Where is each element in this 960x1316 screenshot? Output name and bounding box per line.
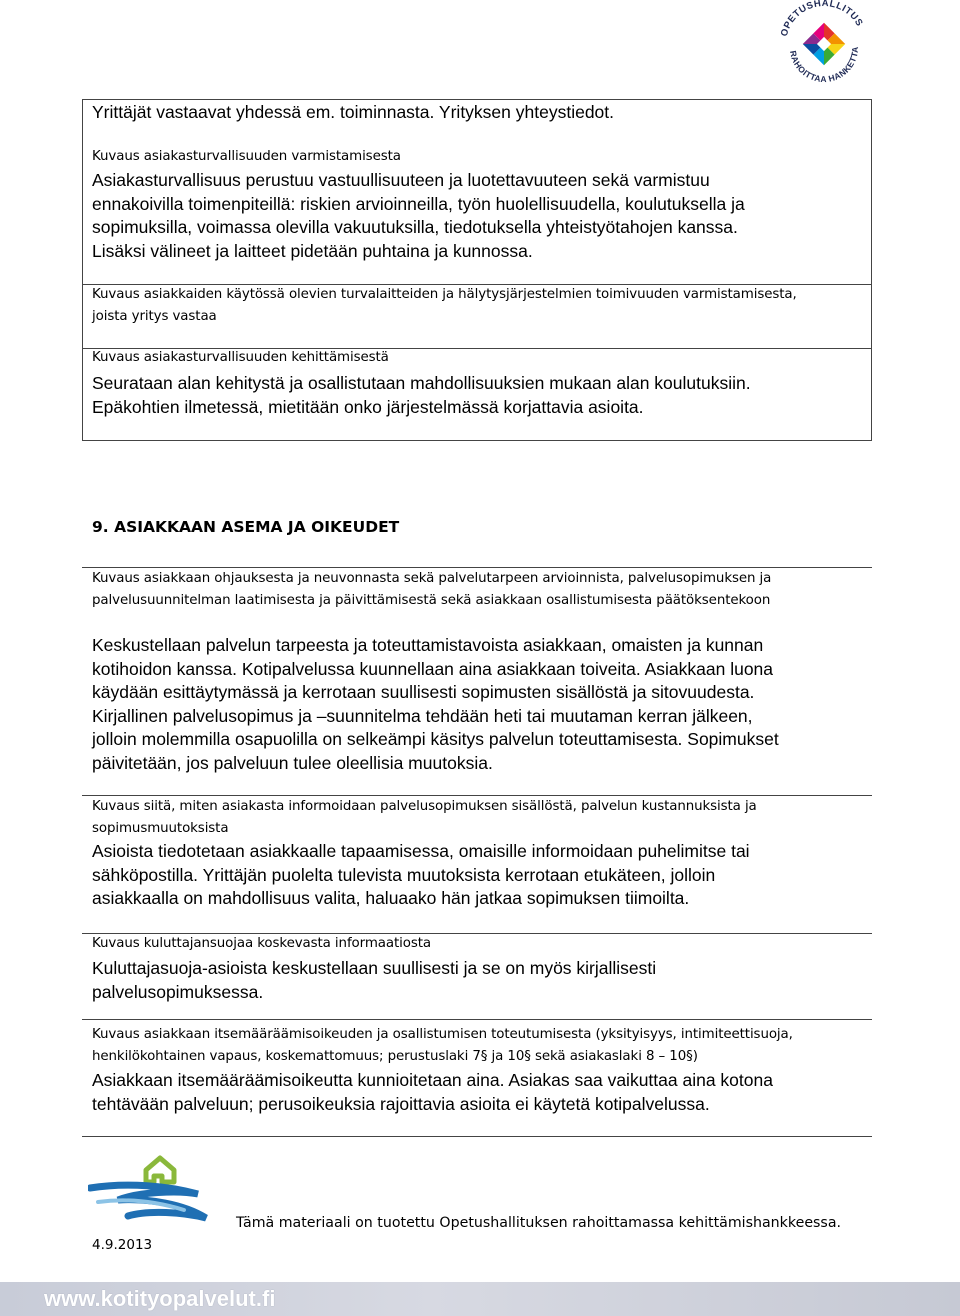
footer-date: 4.9.2013 [92, 1237, 153, 1253]
text-line: käydään esittäytymässä ja kerrotaan suullisesti sopimusten sisällöstä ja sitovuudesta. [92, 682, 755, 702]
label-line: Kuvaus asiakkaan ohjauksesta ja neuvonnasta sekä palvelutarpeen arvioinnista, palvelusopimuksen ja [92, 571, 772, 586]
text-line: Kirjallinen palvelusopimus ja –suunnitelma tehdään heti tai muutaman kerran jälkeen, [92, 705, 753, 726]
label-line: Kuvaus siitä, miten asiakasta informoidaan palvelusopimuksen sisällöstä, palvelun kustannuksista ja [92, 799, 757, 814]
informing-label [92, 796, 757, 840]
text-line: kotihoidon kanssa. Kotipalvelussa kuunnellaan aina asiakkaan toiveita. Asiakkaan luona [92, 658, 774, 679]
section-heading: 9. ASIAKKAAN ASEMA JA OIKEUDET [92, 518, 400, 536]
safety-ensuring-text [92, 169, 745, 263]
svg-text:OPETUSHALLITUS: OPETUSHALLITUS [778, 0, 865, 38]
label-line: palvelusuunnitelman laatimisesta ja päivittämisestä sekä asiakkaan osallistumisesta päätöksentekoon [92, 593, 771, 608]
text-line: jolloin molemmilla osapuolilla on selkeämpi käsitys palvelun toteuttamisesta. Sopimukset [92, 729, 779, 749]
guidance-label [92, 568, 771, 612]
opetushallitus-logo-icon [776, 0, 872, 86]
label-line: Kuvaus asiakkaan itsemääräämisoikeuden ja osallistumisen toteutumisesta (yksityisyys, intimiteettisuoja, [92, 1027, 793, 1042]
svg-text:RAHOITTAA HANKETTA: RAHOITTAA HANKETTA [788, 46, 861, 85]
text-line: ennakoivilla toimenpiteillä: riskien arvioinneilla, työn huolellisuudella, koulutuksella ja [92, 193, 745, 214]
text-line: Asiakkaan itsemääräämisoikeutta kunnioitetaan aina. Asiakas saa vaikuttaa aina kotona [92, 1070, 773, 1090]
text-line: palvelusopimuksessa. [92, 981, 264, 1002]
funding-note: Tämä materiaali on tuotettu Opetushallituksen rahoittamassa kehittämishankkeessa. [236, 1215, 842, 1231]
label-line: joista yritys vastaa [92, 309, 217, 324]
text-line: Asioista tiedotetaan asiakkaalle tapaamisessa, omaisille informoidaan puhelimitse tai [92, 841, 750, 861]
text-line: Kuluttajasuoja-asioista keskustellaan suullisesti ja se on myös kirjallisesti [92, 958, 657, 978]
safety-devices-label [92, 284, 797, 328]
label-line: Kuvaus asiakkaiden käytössä olevien turvalaitteiden ja hälytysjärjestelmien toimivuuden varmistamisesta, [92, 287, 797, 302]
text-line: sähköpostilla. Yrittäjän puolelta tulevista muutoksista kerrotaan etukäteen, jolloin [92, 864, 716, 885]
text-line: Lisäksi välineet ja laitteet pidetään puhtaina ja kunnossa. [92, 240, 533, 261]
safety-development-label: Kuvaus asiakasturvallisuuden kehittämisestä [92, 350, 389, 365]
consumer-protection-text [92, 957, 656, 1004]
website-link[interactable]: www.kotityopalvelut.fi [44, 1286, 276, 1311]
text-line: sopimuksilla, voimassa olevilla vakuutuksilla, tiedotuksella yhteistyötahojen kanssa. [92, 217, 738, 237]
safety-ensuring-label: Kuvaus asiakasturvallisuuden varmistamisesta [92, 149, 401, 164]
house-swoosh-icon [88, 1142, 228, 1234]
self-determination-text [92, 1069, 773, 1116]
intro-text: Yrittäjät vastaavat yhdessä em. toiminnasta. Yrityksen yhteystiedot. [92, 102, 615, 122]
safety-development-text [92, 372, 751, 419]
section9-rule-d [82, 1019, 872, 1020]
text-line: asiakkaalla on mahdollisuus valita, haluaako hän jatkaa sopimuksen tiimoilta. [92, 888, 690, 908]
opetushallitus-logo [776, 0, 872, 86]
guidance-text [92, 634, 779, 775]
text-line: päivitetään, jos palveluun tulee oleellisia muutoksia. [92, 752, 493, 773]
consumer-protection-label: Kuvaus kuluttajansuojaa koskevasta informaatiosta [92, 936, 431, 951]
label-line: sopimusmuutoksista [92, 821, 229, 836]
informing-text [92, 840, 750, 911]
label-line: henkilökohtainen vapaus, koskemattomuus; perustuslaki 7§ ja 10§ sekä asiakaslaki 8 – 10§) [92, 1049, 698, 1064]
text-line: Asiakasturvallisuus perustuu vastuullisuuteen ja luotettavuuteen sekä varmistuu [92, 170, 710, 190]
self-determination-label [92, 1024, 793, 1068]
text-line: Keskustellaan palvelun tarpeesta ja toteuttamistavoista asiakkaan, omaisten ja kunnan [92, 635, 764, 655]
text-line: Seurataan alan kehitystä ja osallistutaan mahdollisuuksien mukaan alan koulutuksiin. [92, 373, 751, 393]
section9-rule-bottom [82, 1136, 872, 1137]
kotityopalvelut-logo [88, 1142, 228, 1234]
text-line: tehtävään palveluun; perusoikeuksia rajoittavia asioita ei käytetä kotipalvelussa. [92, 1093, 710, 1114]
text-line: Epäkohtien ilmetessä, mietitään onko järjestelmässä korjattavia asioita. [92, 396, 644, 417]
